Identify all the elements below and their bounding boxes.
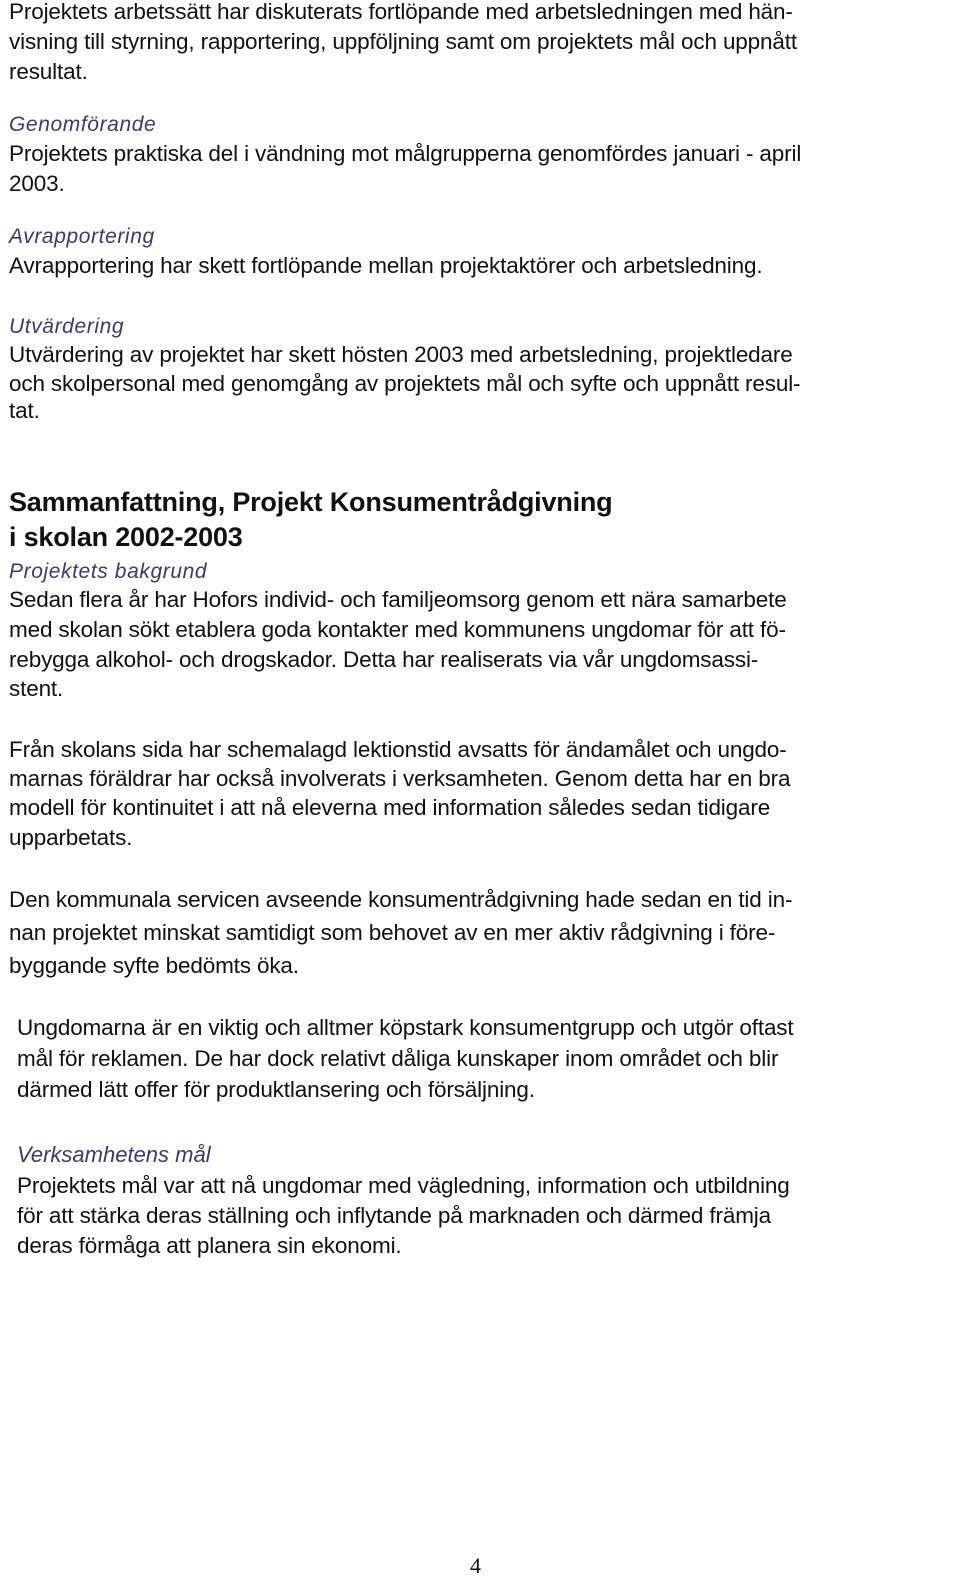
genomforande-heading: Genomförande (9, 113, 157, 136)
para2-line-1: Från skolans sida har schemalagd lektionstid avsatts för ändamålet och ungdo- (9, 737, 787, 762)
summary-title-line-2: i skolan 2002-2003 (9, 522, 243, 552)
para2-line-3: modell för kontinuitet i att nå eleverna med information således sedan tidigare (9, 795, 771, 820)
para1-line-2: med skolan sökt etablera goda kontakter med kommunens ungdomar för att fö- (9, 617, 786, 642)
mal-heading: Verksamhetens mål (17, 1142, 211, 1167)
para4-line-2: mål för reklamen. De har dock relativt dåliga kunskaper inom området och blir (17, 1046, 779, 1071)
para2-line-4: upparbetats. (9, 825, 133, 850)
page-number: 4 (470, 1553, 481, 1578)
avrapportering-heading: Avrapportering (9, 225, 155, 248)
bakgrund-heading: Projektets bakgrund (9, 560, 208, 583)
para1-line-3: rebygga alkohol- och drogskador. Detta har realiserats via vår ungdomsassi- (9, 647, 759, 672)
intro-line-2: visning till styrning, rapportering, uppföljning samt om projektets mål och uppnått (9, 29, 797, 54)
utvardering-line-2: och skolpersonal med genomgång av projektets mål och syfte och uppnått resul- (9, 371, 801, 396)
para5-line-1: Projektets mål var att nå ungdomar med vägledning, information och utbildning (17, 1173, 790, 1198)
para3-line-3: byggande syfte bedömts öka. (9, 953, 299, 978)
para2-line-2: marnas föräldrar har också involverats i verksamheten. Genom detta har en bra (9, 766, 791, 791)
para1-line-4: stent. (9, 676, 64, 701)
para5-line-3: deras förmåga att planera sin ekonomi. (17, 1233, 402, 1258)
para4-line-1: Ungdomarna är en viktig och alltmer köpstark konsumentgrupp och utgör oftast (17, 1015, 794, 1040)
intro-line-3: resultat. (9, 59, 88, 84)
avrapportering-line-1: Avrapportering har skett fortlöpande mellan projektaktörer och arbetsledning. (9, 253, 763, 278)
para4-line-3: därmed lätt offer för produktlansering och försäljning. (17, 1077, 535, 1102)
intro-line-1: Projektets arbetssätt har diskuterats fortlöpande med arbetsledningen med hän- (9, 0, 793, 24)
para3-line-2: nan projektet minskat samtidigt som behovet av en mer aktiv rådgivning i före- (9, 920, 776, 945)
para5-line-2: för att stärka deras ställning och inflytande på marknaden och därmed främja (17, 1203, 772, 1228)
utvardering-heading: Utvärdering (9, 315, 125, 338)
para3-line-1: Den kommunala servicen avseende konsumentrådgivning hade sedan en tid in- (9, 887, 793, 912)
genomforande-line-1: Projektets praktiska del i vändning mot målgrupperna genomfördes januari - april (9, 141, 802, 166)
genomforande-line-2: 2003. (9, 171, 65, 196)
utvardering-line-3: tat. (9, 398, 40, 423)
summary-title-line-1: Sammanfattning, Projekt Konsumentrådgivning (9, 487, 613, 517)
utvardering-line-1: Utvärdering av projektet har skett hösten 2003 med arbetsledning, projektledare (9, 342, 793, 367)
para1-line-1: Sedan flera år har Hofors individ- och familjeomsorg genom ett nära samarbete (9, 587, 787, 612)
